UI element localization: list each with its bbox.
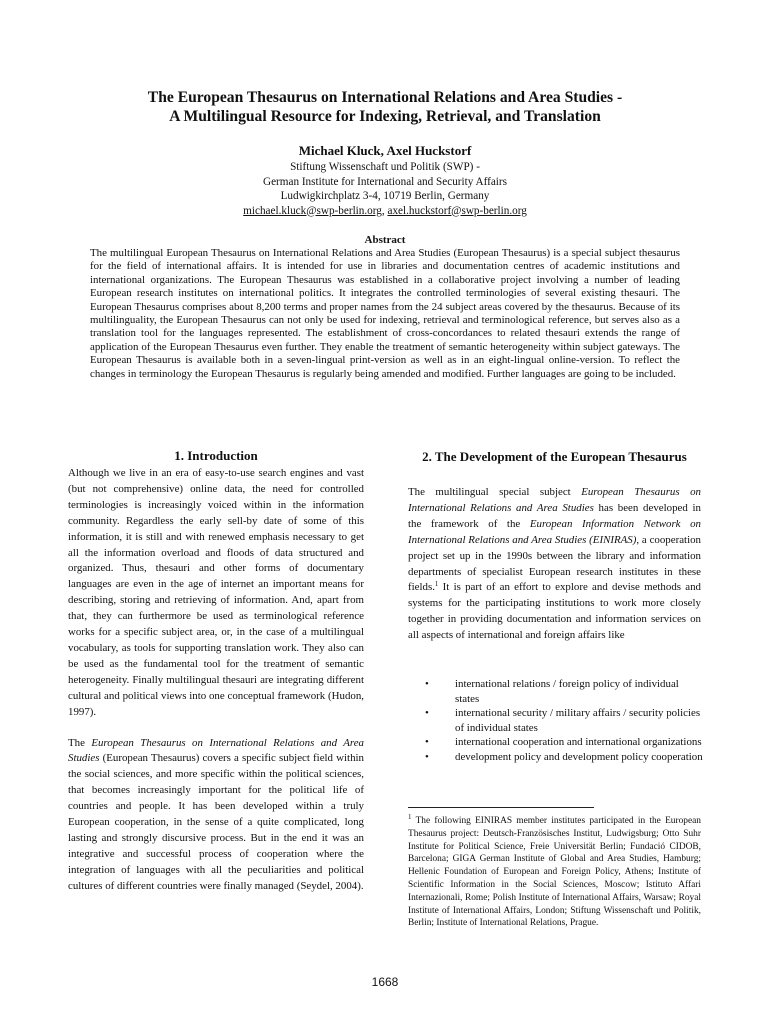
email-link-kluck[interactable]: michael.kluck@swp-berlin.org bbox=[243, 204, 382, 217]
list-item bbox=[425, 706, 703, 735]
footnote-reference[interactable]: 1 bbox=[434, 580, 439, 589]
list-item-text: international security / military affairs / security policies of individual states bbox=[455, 707, 701, 734]
author-names: Michael Kluck, Axel Huckstorf bbox=[298, 143, 472, 158]
affairs-bullet-list bbox=[425, 677, 703, 765]
email-separator: , bbox=[381, 204, 388, 217]
list-item-text: development policy and development policy cooperation bbox=[455, 750, 703, 763]
affiliation-block bbox=[160, 160, 610, 218]
bullet-marker: • bbox=[425, 750, 429, 763]
thesaurus-title-emphasis: European Thesaurus on International Relations and Area Studies bbox=[408, 486, 701, 514]
bullet-marker: • bbox=[425, 707, 429, 720]
development-paragraph bbox=[408, 485, 701, 644]
list-item bbox=[425, 677, 703, 706]
intro-paragraph-1: Although we live in an era of easy-to-use search engines and vast (but not comprehensive) online data, the need for controlled terminologies is increasingly voiced within in the information community. Regardless the early sell-by date of some of this information, it is still and with renewed emphasis necessary to get all the information overload and floods of data structured and organized. Thus, thesauri and other forms of documentary languages are even in the age of internet an important means for describing, storing and retrieving of information. And, apart from that, they can furthermore be used as terminological reference works for a specific subject area, or, in the case of a multilingual vocabulary, as tools for supporting translation work. They also can be used as the fundamental tool for the treatment of semantic heterogeneity. Finally multilingual thesauri are integrating different cultural and political views into one conceptual framework (Hudon, 1997). bbox=[68, 467, 364, 718]
section-2-heading: 2. The Development of the European Thesaurus bbox=[422, 449, 687, 464]
right-column bbox=[408, 485, 701, 644]
affiliation-address: Ludwigkirchplatz 3-4, 10719 Berlin, Germany bbox=[280, 190, 490, 202]
bullet-marker: • bbox=[425, 678, 429, 690]
bullet-marker: • bbox=[425, 736, 429, 749]
thesaurus-title-emphasis: European Thesaurus on International Relations and Area Studies bbox=[68, 736, 364, 765]
list-item-text: international cooperation and international organizations bbox=[455, 736, 702, 749]
text-run: It is part of an effort to explore and devise methods and systems for the participating institutions to work more closely together in providing documentation and information services on all aspects of international and foreign affairs like bbox=[408, 581, 701, 642]
list-item bbox=[425, 735, 703, 750]
affiliation-line-1: Stiftung Wissenschaft und Politik (SWP) - bbox=[290, 161, 480, 173]
title-line-2: A Multilingual Resource for Indexing, Retrieval, and Translation bbox=[169, 108, 601, 125]
list-item bbox=[425, 750, 703, 765]
paper-title bbox=[60, 88, 710, 126]
abstract-text: The multilingual European Thesaurus on International Relations and Area Studies (European Thesaurus) is a special subject thesaurus for the field of international affairs. It is intended for use in libraries and documentation centres of academic institutions and international organizations. The European Thesaurus was established in a collaborative project involving a number of leading European research institutes on international politics. It integrates the controlled terminologies of several existing thesauri. The European Thesaurus comprises about 8,200 terms and proper names from the 24 subject areas covered by the thesaurus. Because of its multilinguality, the European Thesaurus can not only be used for indexing, retrieval and terminological reference, but serves also as a translation tool for the languages represented. The establishment of cross-concordances to related thesauri extends the range of application of the European Thesaurus even further. They enable the treatment of semantic heterogeneity within subject gateways. The European Thesaurus is available both in a seven-lingual print-version as well as in an eight-lingual online-version. To reflect the changes in terminology the European Thesaurus is regularly being amended and modified. Further languages are going to be included. bbox=[90, 247, 680, 380]
text-run: The multilingual special subject bbox=[408, 486, 582, 498]
footnote-divider bbox=[408, 807, 594, 808]
affiliation-line-2: German Institute for International and Security Affairs bbox=[263, 175, 507, 188]
list-item-text: international relations / foreign policy of individual states bbox=[455, 678, 679, 705]
text-run: (European Thesaurus) covers a specific subject field within the social sciences, and more specific within the political sciences, that becomes increasingly important for the political life of countries and people. It has been developed within a truly European cooperation, in the sense of a quite complicated, long lasting and strongly discursive process. But in the end it was an integrative and successful process of cooperation where the integration of languages with all the peculiarities and political cultures of different countries were finally managed (Seydel, 2004). bbox=[68, 752, 364, 892]
footnote bbox=[408, 815, 701, 930]
page-number: 1668 bbox=[371, 975, 399, 989]
footnote-marker: 1 bbox=[408, 813, 412, 821]
section-1-heading: 1. Introduction bbox=[174, 448, 258, 463]
text-run: has been developed in the framework of the bbox=[408, 501, 701, 530]
left-column bbox=[68, 466, 364, 895]
abstract-heading: Abstract bbox=[364, 234, 406, 246]
text-run: The bbox=[68, 736, 92, 749]
author-emails bbox=[160, 204, 610, 219]
footnote-text: The following EINIRAS member institutes participated in the European Thesaurus project: Deutsch-Französisches Institut, Ludwigsburg; Otto Suhr Institute for Political Science, Freie Universität Berlin; Fundació CIDOB, Barcelona; GIGA German Institute of Global and Area Studies, Hamburg; Hellenic Foundation of European and Foreign Policy, Athens; Institute of Scientific Information in the Social Sciences, Moscow; Istituto Affari Internazionali, Rome; Polish Institute of International Affairs, Warsaw; Royal Institute of International Affairs, London; Stiftung Wissenschaft und Politik, Berlin; Institute of International Relations, Prague. bbox=[408, 816, 701, 929]
email-link-huckstorf[interactable]: axel.huckstorf@swp-berlin.org bbox=[387, 204, 527, 217]
text-run: , a cooperation project set up in the 1990s between the library and information departments of specialist European research institutes in these fields. bbox=[408, 533, 701, 594]
title-line-1: The European Thesaurus on International Relations and Area Studies - bbox=[147, 89, 623, 106]
einiras-emphasis: European Information Network on International Relations and Area Studies (EINIRAS) bbox=[408, 517, 701, 546]
intro-paragraph-2 bbox=[68, 736, 364, 895]
